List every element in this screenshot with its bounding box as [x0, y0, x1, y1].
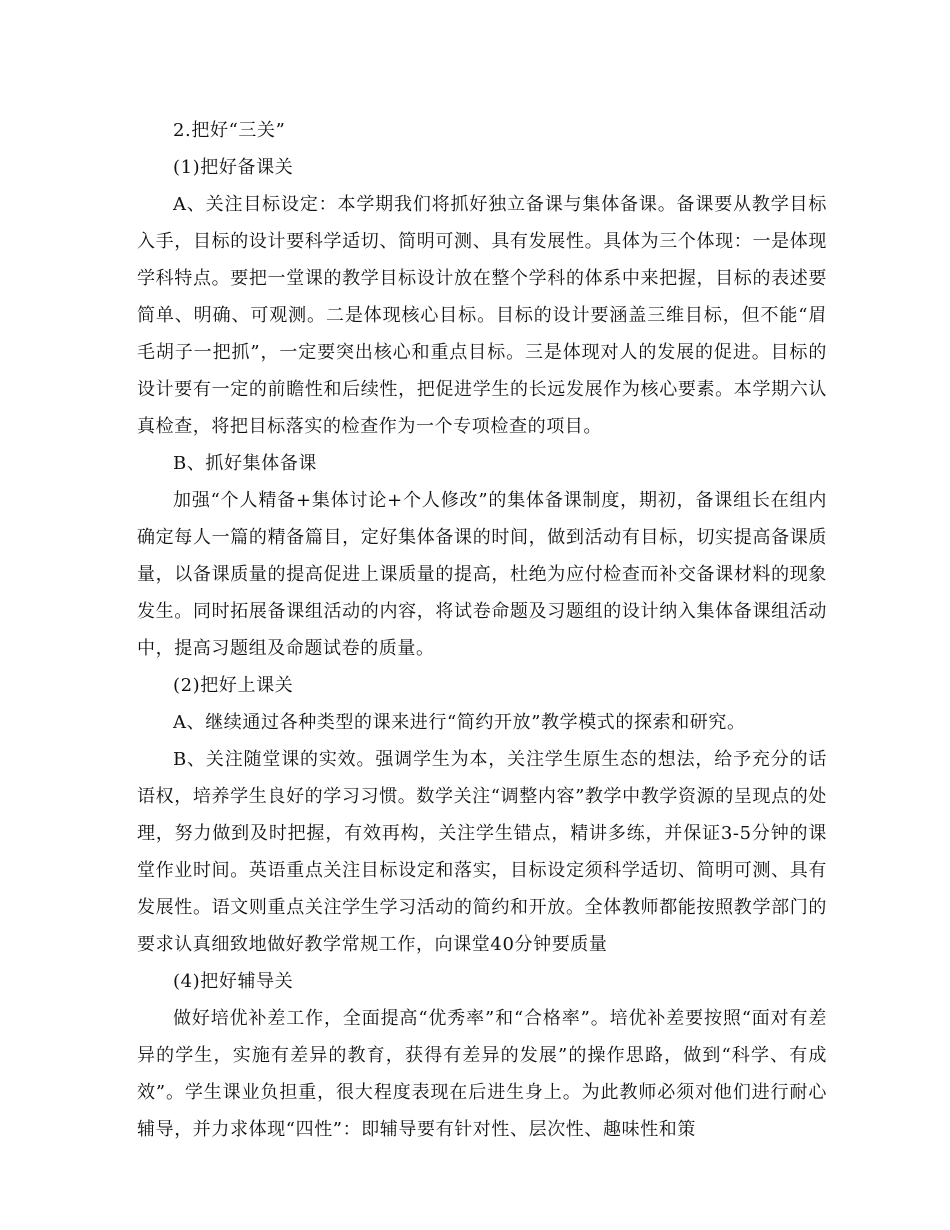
body-paragraph: A、继续通过各种类型的课来进行“简约开放”教学模式的探索和研究。 [173, 712, 746, 733]
subsection-heading: (2)把好上课关 [173, 675, 294, 696]
body-paragraph: B、关注随堂课的实效。强调学生为本，关注学生原生态的想法，给予充分的话语权，培养学生良好的学习习惯。数学关注“调整内容”教学中教学资源的呈现点的处理，努力做到及时把握，有效再构，关注学生错点，精讲多练，并保证3-5分钟的课堂作业时间。英语重点关注目标设定和落实，目标设定须科学适切、简明可测、具有发展性。语文则重点关注学生学习活动的简约和开放。全体教师都能按照教学部门的要求认真细致地做好教学常规工作，向课堂40分钟要质量 [137, 749, 827, 955]
document-body [137, 112, 827, 1148]
subsection-heading: (1)把好备课关 [173, 157, 294, 178]
body-paragraph: 加强“个人精备+集体讨论+个人修改”的集体备课制度，期初，备课组长在组内确定每人一篇的精备篇目，定好集体备课的时间，做到活动有目标，切实提高备课质量，以备课质量的提高促进上课质量的提高，杜绝为应付检查而补交备课材料的现象发生。同时拓展备课组活动的内容，将试卷命题及习题组的设计纳入集体备课组活动中，提高习题组及命题试卷的质量。 [137, 490, 827, 659]
subsection-heading: B、抓好集体备课 [173, 453, 318, 474]
subsection-heading: (4)把好辅导关 [173, 971, 294, 992]
body-paragraph: 做好培优补差工作，全面提高“优秀率”和“合格率”。培优补差要按照“面对有差异的学生，实施有差异的教育，获得有差异的发展”的操作思路，做到“科学、有成效”。学生课业负担重，很大程度表现在后进生身上。为此教师必须对他们进行耐心辅导，并力求体现“四性”：即辅导要有针对性、层次性、趣味性和策 [137, 1008, 827, 1140]
body-paragraph: A、关注目标设定：本学期我们将抓好独立备课与集体备课。备课要从教学目标入手，目标的设计要科学适切、简明可测、具有发展性。具体为三个体现：一是体现学科特点。要把一堂课的教学目标设计放在整个学科的体系中来把握，目标的表述要简单、明确、可观测。二是体现核心目标。目标的设计要涵盖三维目标，但不能“眉毛胡子一把抓”，一定要突出核心和重点目标。三是体现对人的发展的促进。目标的设计要有一定的前瞻性和后续性，把促进学生的长远发展作为核心要素。本学期六认真检查，将把目标落实的检查作为一个专项检查的项目。 [137, 194, 827, 437]
section-heading: 2.把好“三关” [173, 120, 286, 141]
